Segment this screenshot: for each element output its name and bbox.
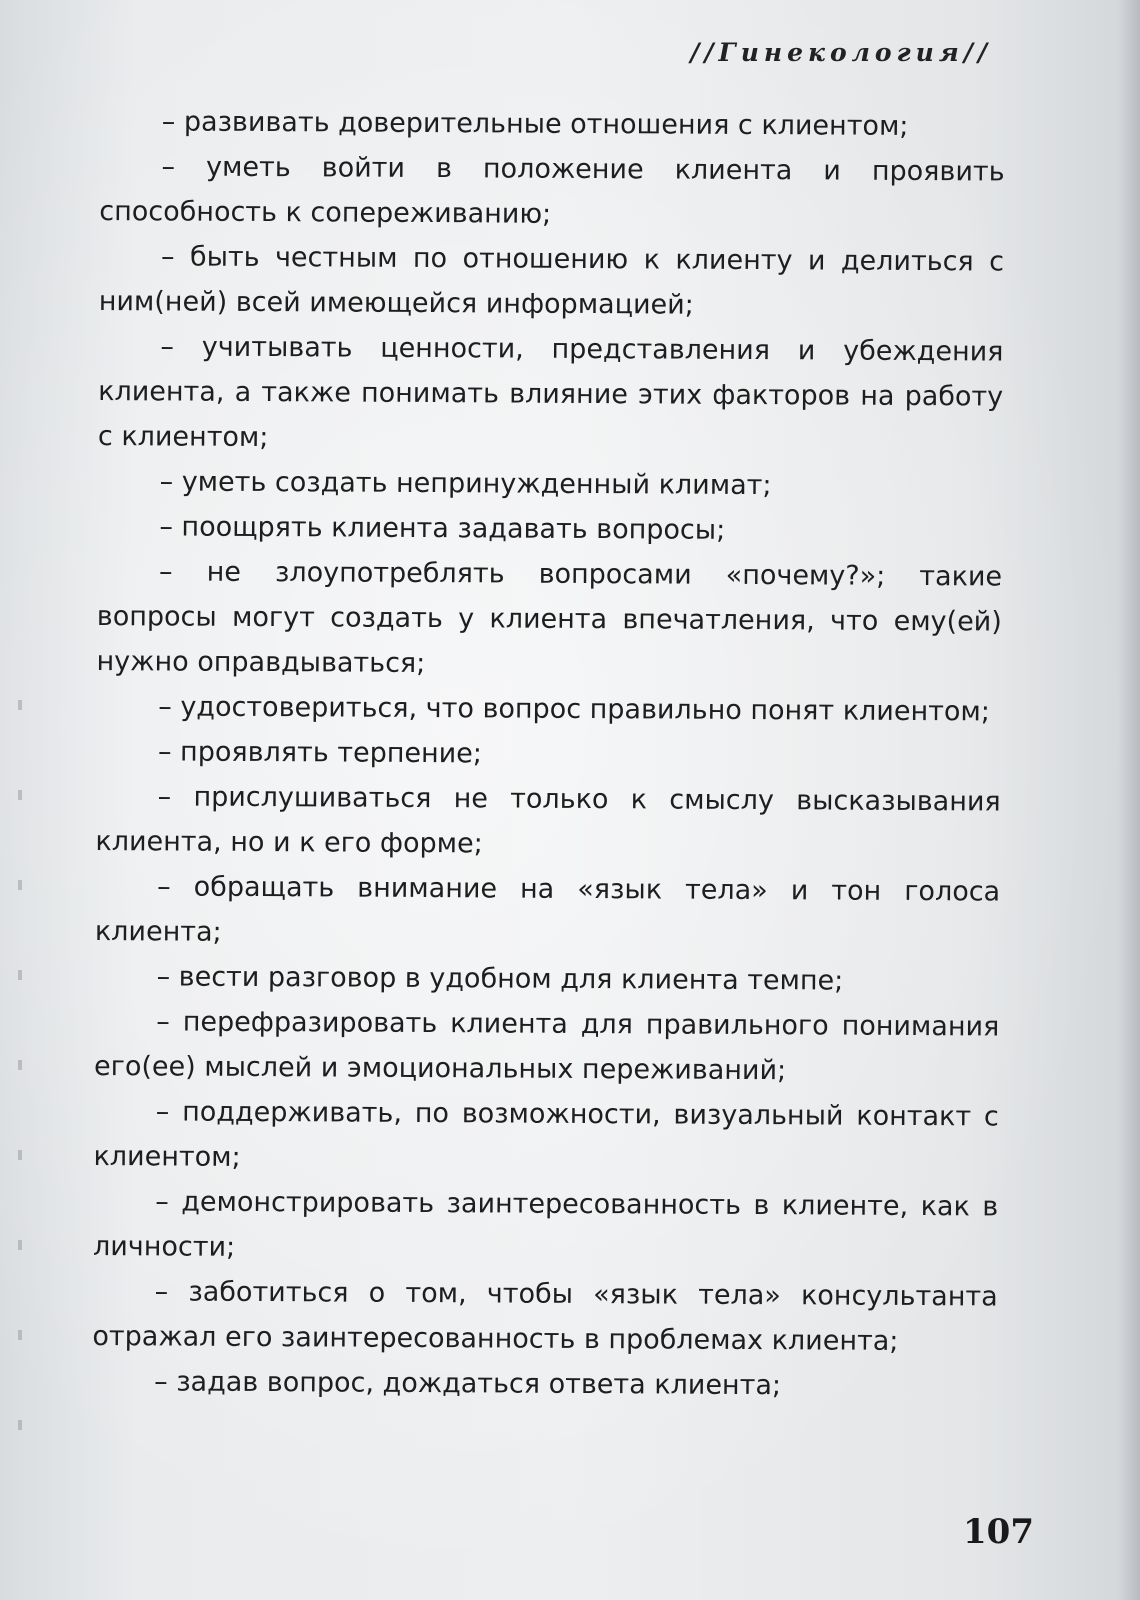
list-item: – не злоупотреблять вопросами «почему?»; такие вопросы могут создать у клиента впечатления, что ему(ей) нужно оправдываться; [96, 556, 1003, 679]
running-header: //Гинекология// [690, 38, 992, 67]
list-item: – заботиться о том, чтобы «язык тела» консультанта отражал его заинтересованность в проблемах клиента; [92, 1276, 998, 1357]
list-item: – демонстрировать заинтересованность в клиенте, как в личности; [92, 1186, 999, 1263]
list-item: – уметь создать непринужденный климат; [159, 466, 772, 502]
page-number: 107 [963, 1512, 1034, 1552]
list-item: – задав вопрос, дождаться ответа клиента; [154, 1366, 782, 1402]
binding-edge-marks [18, 700, 22, 1480]
list-item: – обращать внимание на «язык тела» и тон голоса клиента; [94, 871, 1001, 948]
list-item: – проявлять терпение; [157, 736, 483, 770]
list-item: – перефразировать клиента для правильного понимания его(ее) мыслей и эмоциональных переживаний; [93, 1006, 1000, 1087]
list-item: – поощрять клиента задавать вопросы; [159, 511, 726, 546]
list-item: – вести разговор в удобном для клиента темпе; [156, 961, 844, 997]
list-item: – поддерживать, по возможности, визуальный контакт с клиентом; [93, 1096, 999, 1173]
recommendations-list [92, 99, 1005, 1410]
list-item: – быть честным по отношению к клиенту и делиться с ним(ней) всей имеющейся информацией; [98, 241, 1005, 321]
list-item: – развивать доверительные отношения с клиентом; [161, 106, 909, 142]
list-item: – прислушиваться не только к смыслу высказывания клиента, но и к его форме; [95, 781, 1001, 860]
list-item: – удостовериться, что вопрос правильно понят клиентом; [158, 691, 990, 728]
list-item: – уметь войти в положение клиента и проявить способность к сопереживанию; [99, 151, 1005, 230]
list-item: – учитывать ценности, представления и убеждения клиента, а также понимать влияние этих факторов на работу с клиентом; [97, 331, 1004, 454]
